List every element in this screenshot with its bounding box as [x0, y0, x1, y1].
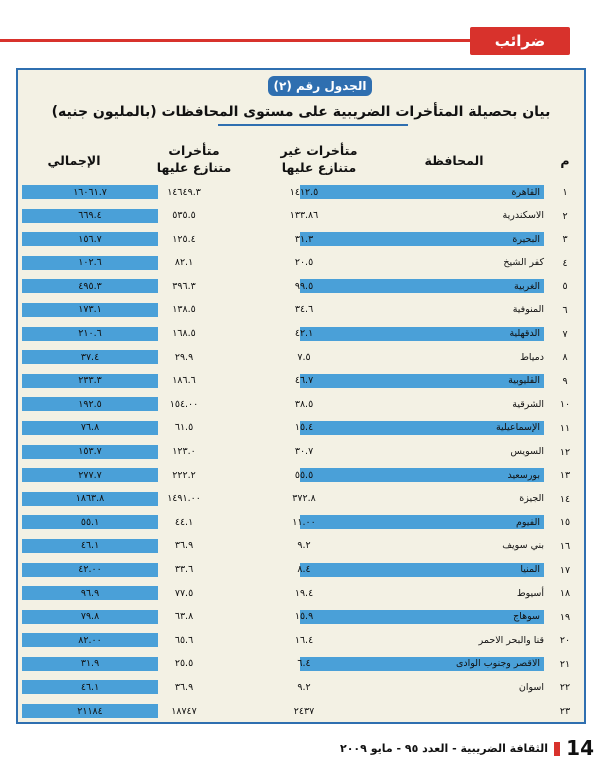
disputed-cell: ١٤٩١.٠٠ [167, 493, 201, 505]
disputed-cell: ٣٩٦.٣ [172, 280, 196, 292]
non-disputed-cell: ٢٠.٥ [294, 257, 314, 269]
row-number: ٢١ [559, 658, 571, 670]
disputed-cell: ٧٧.٥ [174, 587, 194, 599]
disputed-cell: ٢٩.٩ [174, 351, 194, 363]
total-cell: ٥٥.١ [22, 515, 158, 529]
governorate-cell: المنوفية [512, 304, 544, 316]
row-number: ١٨ [559, 588, 571, 600]
governorate-cell: أسيوط [516, 587, 544, 599]
total-cell: ٢١١٨٤ [22, 704, 158, 718]
total-cell: ٤٦.١ [22, 680, 158, 694]
total-cell: ٤٦.١ [22, 539, 158, 553]
governorate-cell: المنيا [300, 563, 544, 577]
total-cell: ٣٧.٤ [22, 350, 158, 364]
governorate-cell: بني سويف [502, 540, 544, 552]
table-body [18, 180, 584, 723]
table-row [18, 204, 584, 228]
non-disputed-cell: ١٥.٩ [294, 611, 314, 623]
non-disputed-cell: ٩.٢ [297, 540, 311, 552]
governorate-cell: كفر الشيخ [503, 257, 544, 269]
disputed-cell: ١٢٥.٤ [172, 233, 196, 245]
table-row [18, 322, 584, 346]
non-disputed-cell: ٥٥.٥ [294, 469, 314, 481]
disputed-cell: ٦٥.٦ [174, 634, 194, 646]
row-number: ٢ [562, 210, 568, 222]
governorate-cell: قنا والبحر الاحمر [478, 634, 544, 646]
governorate-cell: الفيوم [300, 515, 544, 529]
row-number: ٦ [562, 304, 568, 316]
table-row [18, 558, 584, 582]
table-row [18, 369, 584, 393]
disputed-cell: ٦٣.٨ [174, 611, 194, 623]
table-row [18, 180, 584, 204]
section-header [0, 27, 600, 55]
total-cell: ٤٩٥.٣ [22, 279, 158, 293]
row-number: ٨ [562, 352, 568, 364]
disputed-cell: ١٣٨.٥ [172, 304, 196, 316]
non-disputed-cell: ٤٢.١ [294, 328, 314, 340]
row-number: ١٤ [559, 493, 571, 505]
total-cell: ٣١.٩ [22, 657, 158, 671]
header-governorate: المحافظة [424, 153, 484, 168]
total-cell: ٨٢.٠٠ [22, 633, 158, 647]
non-disputed-cell: ٧.٥ [297, 351, 311, 363]
governorate-cell: دمياط [520, 351, 544, 363]
row-number: ١٧ [559, 564, 571, 576]
row-number: ٥ [562, 281, 568, 293]
total-cell: ٧٩.٨ [22, 610, 158, 624]
non-disputed-cell: ٩٩.٥ [294, 280, 314, 292]
total-cell: ١٠٢.٦ [22, 256, 158, 270]
table-row [18, 227, 584, 251]
total-cell: ٢٧٧.٧ [22, 468, 158, 482]
row-number: ١١ [559, 422, 571, 434]
governorate-cell: السويس [510, 446, 544, 458]
row-number: ٢٢ [559, 682, 571, 694]
governorate-cell: الاقصر وجنوب الوادى [300, 657, 544, 671]
table-row [18, 416, 584, 440]
governorate-cell: الجيزة [519, 493, 544, 505]
disputed-cell: ٥٣٥.٥ [172, 210, 196, 222]
disputed-cell: ١٦٨.٥ [172, 328, 196, 340]
row-number: ١٦ [559, 540, 571, 552]
row-number: ١ [562, 187, 568, 198]
non-disputed-cell: ٣٨.٥ [294, 398, 314, 410]
non-disputed-cell: ١٤١٢.٥ [289, 186, 319, 198]
non-disputed-cell: ١٣٣.٨٦ [289, 210, 319, 222]
total-cell: ٩٦.٩ [22, 586, 158, 600]
governorate-cell: اسوان [518, 681, 544, 693]
page-number: 14 [566, 736, 594, 760]
non-disputed-cell: ٤٦.٧ [294, 375, 314, 387]
disputed-cell: ١٥٤.٠٠ [169, 398, 199, 410]
row-number: ١٥ [559, 517, 571, 529]
row-number: ٧ [562, 328, 568, 340]
total-cell: ١٨٦٣.٨ [22, 492, 158, 506]
row-number: ٣ [562, 234, 568, 246]
governorate-cell: البحيرة [300, 232, 544, 246]
header-num: م [560, 153, 570, 168]
non-disputed-cell: ٦.٤ [297, 658, 311, 670]
non-disputed-cell: ١٥.٤ [294, 422, 314, 434]
footer-accent [554, 742, 560, 756]
header-disputed: متأخرات متنازع عليها [156, 143, 232, 175]
non-disputed-cell: ٨.٤ [297, 564, 311, 575]
total-cell: ٢٣٣.٣ [22, 374, 158, 388]
disputed-cell: ١٨٧٤٧ [171, 705, 197, 717]
header-total: الإجمالي [47, 153, 101, 168]
disputed-cell: ٦١.٥ [174, 422, 194, 434]
governorate-cell: سوهاج [300, 610, 544, 624]
disputed-cell: ١٨٦.٦ [172, 375, 196, 387]
table-row [18, 274, 584, 298]
governorate-cell: القاهرة [300, 185, 544, 199]
non-disputed-cell: ٣٤.٦ [294, 304, 314, 316]
non-disputed-cell: ٣١.٣ [294, 233, 314, 245]
governorate-cell: الشرقية [512, 398, 544, 410]
non-disputed-cell: ١١.٠٠ [292, 516, 316, 528]
row-number: ٢٠ [559, 635, 571, 647]
total-cell: ١٦٠٦١.٧ [22, 185, 158, 199]
row-number: ١٣ [559, 470, 571, 482]
table-subtitle: بيان بحصيلة المتأخرات الضريبية على مستوى المحافظات (بالمليون جنيه) [51, 104, 551, 120]
disputed-cell: ٣٣.٦ [174, 564, 194, 575]
governorate-cell: الإسماعيلية [300, 421, 544, 435]
table-row [18, 699, 584, 723]
governorate-cell: القليوبية [300, 374, 544, 388]
disputed-cell: ٢٢٢.٢ [172, 469, 196, 481]
table-row [18, 440, 584, 464]
row-number: ١٩ [559, 611, 571, 623]
governorate-cell: الغربية [300, 279, 544, 293]
table-row [18, 510, 584, 534]
table-row [18, 675, 584, 699]
row-number: ٢٣ [559, 706, 571, 718]
table-row [18, 652, 584, 676]
table-title: الجدول رقم (٢) [268, 76, 372, 96]
table-row [18, 605, 584, 629]
governorate-cell: الدقهلية [300, 327, 544, 341]
total-cell: ١٥٦.٧ [22, 232, 158, 246]
non-disputed-cell: ٣٠.٧ [294, 446, 314, 458]
total-cell: ١٩٢.٥ [22, 397, 158, 411]
table-row [18, 487, 584, 511]
table-row [18, 298, 584, 322]
disputed-cell: ١٢٣.٠ [172, 446, 196, 458]
subtitle-rule [218, 124, 408, 126]
total-cell: ٤٢.٠٠ [22, 563, 158, 577]
table-row [18, 534, 584, 558]
total-cell: ٦٦٩.٤ [22, 209, 158, 223]
disputed-cell: ٤٤.١ [174, 516, 194, 528]
table-row [18, 463, 584, 487]
total-cell: ٧٦.٨ [22, 421, 158, 435]
row-number: ٩ [562, 375, 568, 387]
table-row [18, 251, 584, 275]
table-frame [16, 68, 586, 724]
total-cell: ١٥٣.٧ [22, 445, 158, 459]
disputed-cell: ٨٢.١ [174, 257, 194, 269]
non-disputed-cell: ١٦.٤ [294, 634, 314, 646]
non-disputed-cell: ٣٧٢.٨ [292, 493, 316, 505]
header-non-disputed: متأخرات غير متنازع عليها [280, 143, 358, 175]
non-disputed-cell: ١٩.٤ [294, 587, 314, 599]
row-number: ١٢ [559, 446, 571, 458]
table-row [18, 628, 584, 652]
disputed-cell: ٣٦.٩ [174, 681, 194, 693]
disputed-cell: ٢٥.٥ [174, 658, 194, 670]
row-number: ١٠ [559, 399, 571, 411]
governorate-cell: الاسكندرية [502, 210, 544, 222]
governorate-cell: بورسعيد [300, 468, 544, 482]
table-row [18, 392, 584, 416]
total-cell: ٢١٠.٦ [22, 327, 158, 341]
non-disputed-cell: ٢٤٣٧ [293, 705, 315, 717]
non-disputed-cell: ٩.٢ [297, 681, 311, 693]
disputed-cell: ٣٦.٩ [174, 540, 194, 552]
table-row [18, 345, 584, 369]
table-row [18, 581, 584, 605]
row-number: ٤ [562, 257, 568, 269]
footer-text: الثقافة الضريبية - العدد ٩٥ - مايو ٢٠٠٩ [340, 742, 548, 755]
section-label: ضرائب [470, 27, 570, 55]
total-cell: ١٧٣.١ [22, 303, 158, 317]
disputed-cell: ١٤٦٤٩.٣ [167, 186, 201, 198]
